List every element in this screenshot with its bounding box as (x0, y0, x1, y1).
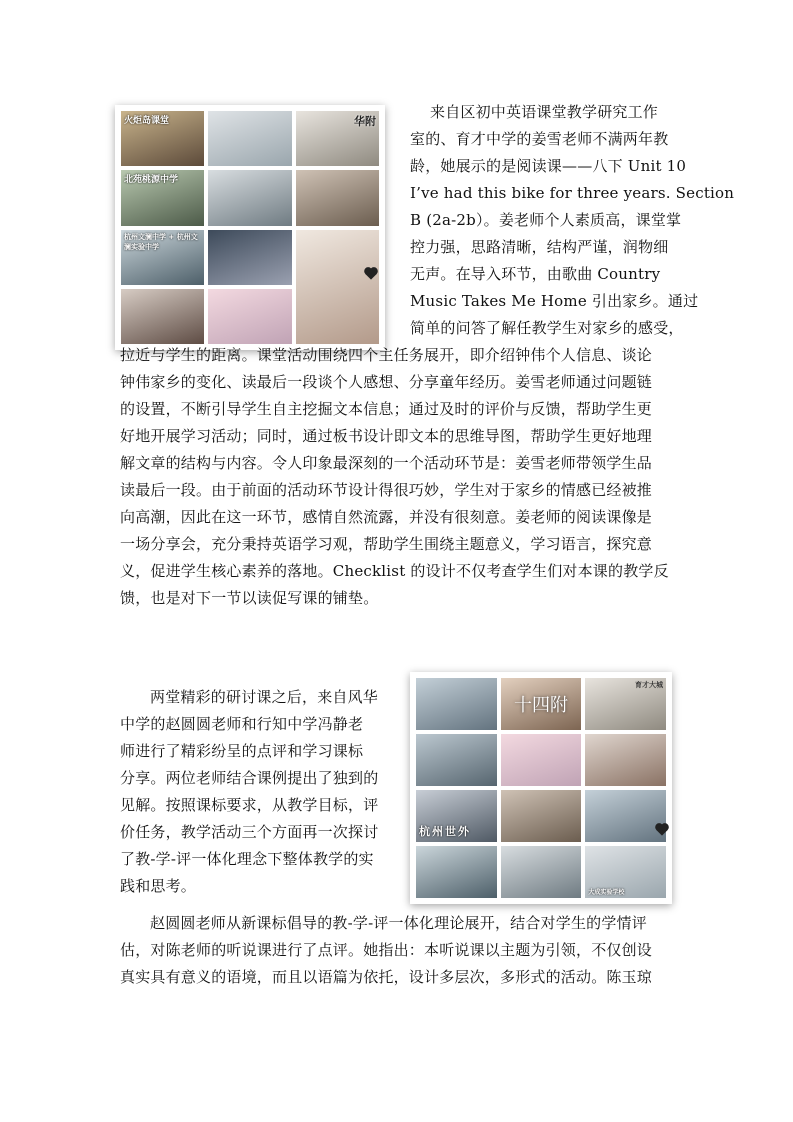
text-line: 义，促进学生核心素养的落地。Checklist 的设计不仅考查学生们对本课的教学反 (120, 562, 669, 580)
photo (296, 170, 379, 225)
photo-caption: 大成实验学校 (588, 889, 625, 896)
photo-caption: 杭州世外 (419, 825, 471, 838)
text-line: B (2a-2b）。姜老师个人素质高，课堂掌 (410, 211, 682, 229)
text-line: 钟伟家乡的变化、读最后一段谈个人感想、分享童年经历。姜雪老师通过问题链 (120, 373, 653, 391)
text-line: 一场分享会，充分秉持英语学习观，帮助学生围绕主题意义，学习语言，探究意 (120, 535, 653, 553)
photo (208, 289, 291, 344)
photo (208, 170, 291, 225)
text-line: 无声。在导入环节，由歌曲 Country (410, 265, 661, 283)
text-line: I’ve had this bike for three years. Section (410, 184, 735, 202)
photo (416, 678, 497, 730)
photo (501, 790, 582, 842)
photo (121, 289, 204, 344)
text-line: 控力强，思路清晰，结构严谨，润物细 (410, 238, 669, 256)
photo (501, 734, 582, 786)
text-line: 价任务，教学活动三个方面再一次探讨 (120, 823, 379, 841)
photo (585, 678, 666, 730)
photo (208, 111, 291, 166)
text-line: 简单的问答了解任教学生对家乡的感受， (410, 319, 684, 337)
photo-collage-top (115, 105, 385, 350)
text-line: 馈，也是对下一节以读促写课的铺垫。 (120, 589, 379, 607)
text-line: 向高潮，因此在这一环节，感情自然流露，并没有很刻意。姜老师的阅读课像是 (120, 508, 653, 526)
photo-caption: 北苑桃源中学 (124, 175, 179, 186)
text-line: 践和思考。 (120, 877, 197, 895)
photo-caption: 火炬岛课堂 (124, 116, 170, 126)
text-line: 读最后一段。由于前面的活动环节设计得很巧妙，学生对于家乡的情感已经被推 (120, 481, 653, 499)
photo (121, 230, 204, 285)
text-line: 解文章的结构与内容。令人印象最深刻的一个活动环节是：姜雪老师带领学生品 (120, 454, 653, 472)
text-line: 的设置，不断引导学生自主挖掘文本信息；通过及时的评价与反馈，帮助学生更 (120, 400, 653, 418)
photo (416, 734, 497, 786)
photo (501, 678, 582, 730)
photo (585, 734, 666, 786)
text-line: 来自区初中英语课堂教学研究工作 (430, 103, 659, 121)
text-line: 师进行了精彩纷呈的点评和学习课标 (120, 742, 364, 760)
photo (416, 790, 497, 842)
photo-collage-bottom (410, 672, 672, 904)
text-line: 分享。两位老师结合课例提出了独到的 (120, 769, 379, 787)
photo-caption: 杭州文澜中学 + 杭州文澜实验中学 (124, 232, 198, 251)
text-line: 估，对陈老师的听说课进行了点评。她指出：本听说课以主题为引领，不仅创设 (120, 941, 653, 959)
photo (416, 846, 497, 898)
text-line: 真实具有意义的语境，而且以语篇为依托，设计多层次，多形式的活动。陈玉琼 (120, 968, 653, 986)
photo (296, 111, 379, 166)
photo (208, 230, 291, 285)
text-line: 好地开展学习活动；同时，通过板书设计即文本的思维导图，帮助学生更好地理 (120, 427, 653, 445)
text-line: 中学的赵圆圆老师和行知中学冯静老 (120, 715, 364, 733)
photo (501, 846, 582, 898)
text-line: 拉近与学生的距离。课堂活动围绕四个主任务展开，即介绍钟伟个人信息、谈论 (120, 346, 653, 364)
text-line: 两堂精彩的研讨课之后，来自风华 (150, 688, 379, 706)
photo (585, 790, 666, 842)
text-line: Music Takes Me Home 引出家乡。通过 (410, 292, 699, 310)
text-line: 见解。按照课标要求，从教学目标，评 (120, 796, 379, 814)
text-line: 了教-学-评一体化理念下整体教学的实 (120, 850, 374, 868)
photo (585, 846, 666, 898)
photo-caption: 十四附 (513, 695, 568, 716)
photo-caption: 华附 (354, 115, 376, 128)
photo (121, 111, 204, 166)
photo-caption: 育才大城 (634, 681, 663, 689)
photo (296, 230, 379, 345)
text-line: 赵圆圆老师从新课标倡导的教-学-评一体化理论展开，结合对学生的学情评 (150, 914, 647, 932)
photo (121, 170, 204, 225)
text-line: 龄，她展示的是阅读课——八下 Unit 10 (410, 157, 687, 175)
text-line: 室的、育才中学的姜雪老师不满两年教 (410, 130, 669, 148)
